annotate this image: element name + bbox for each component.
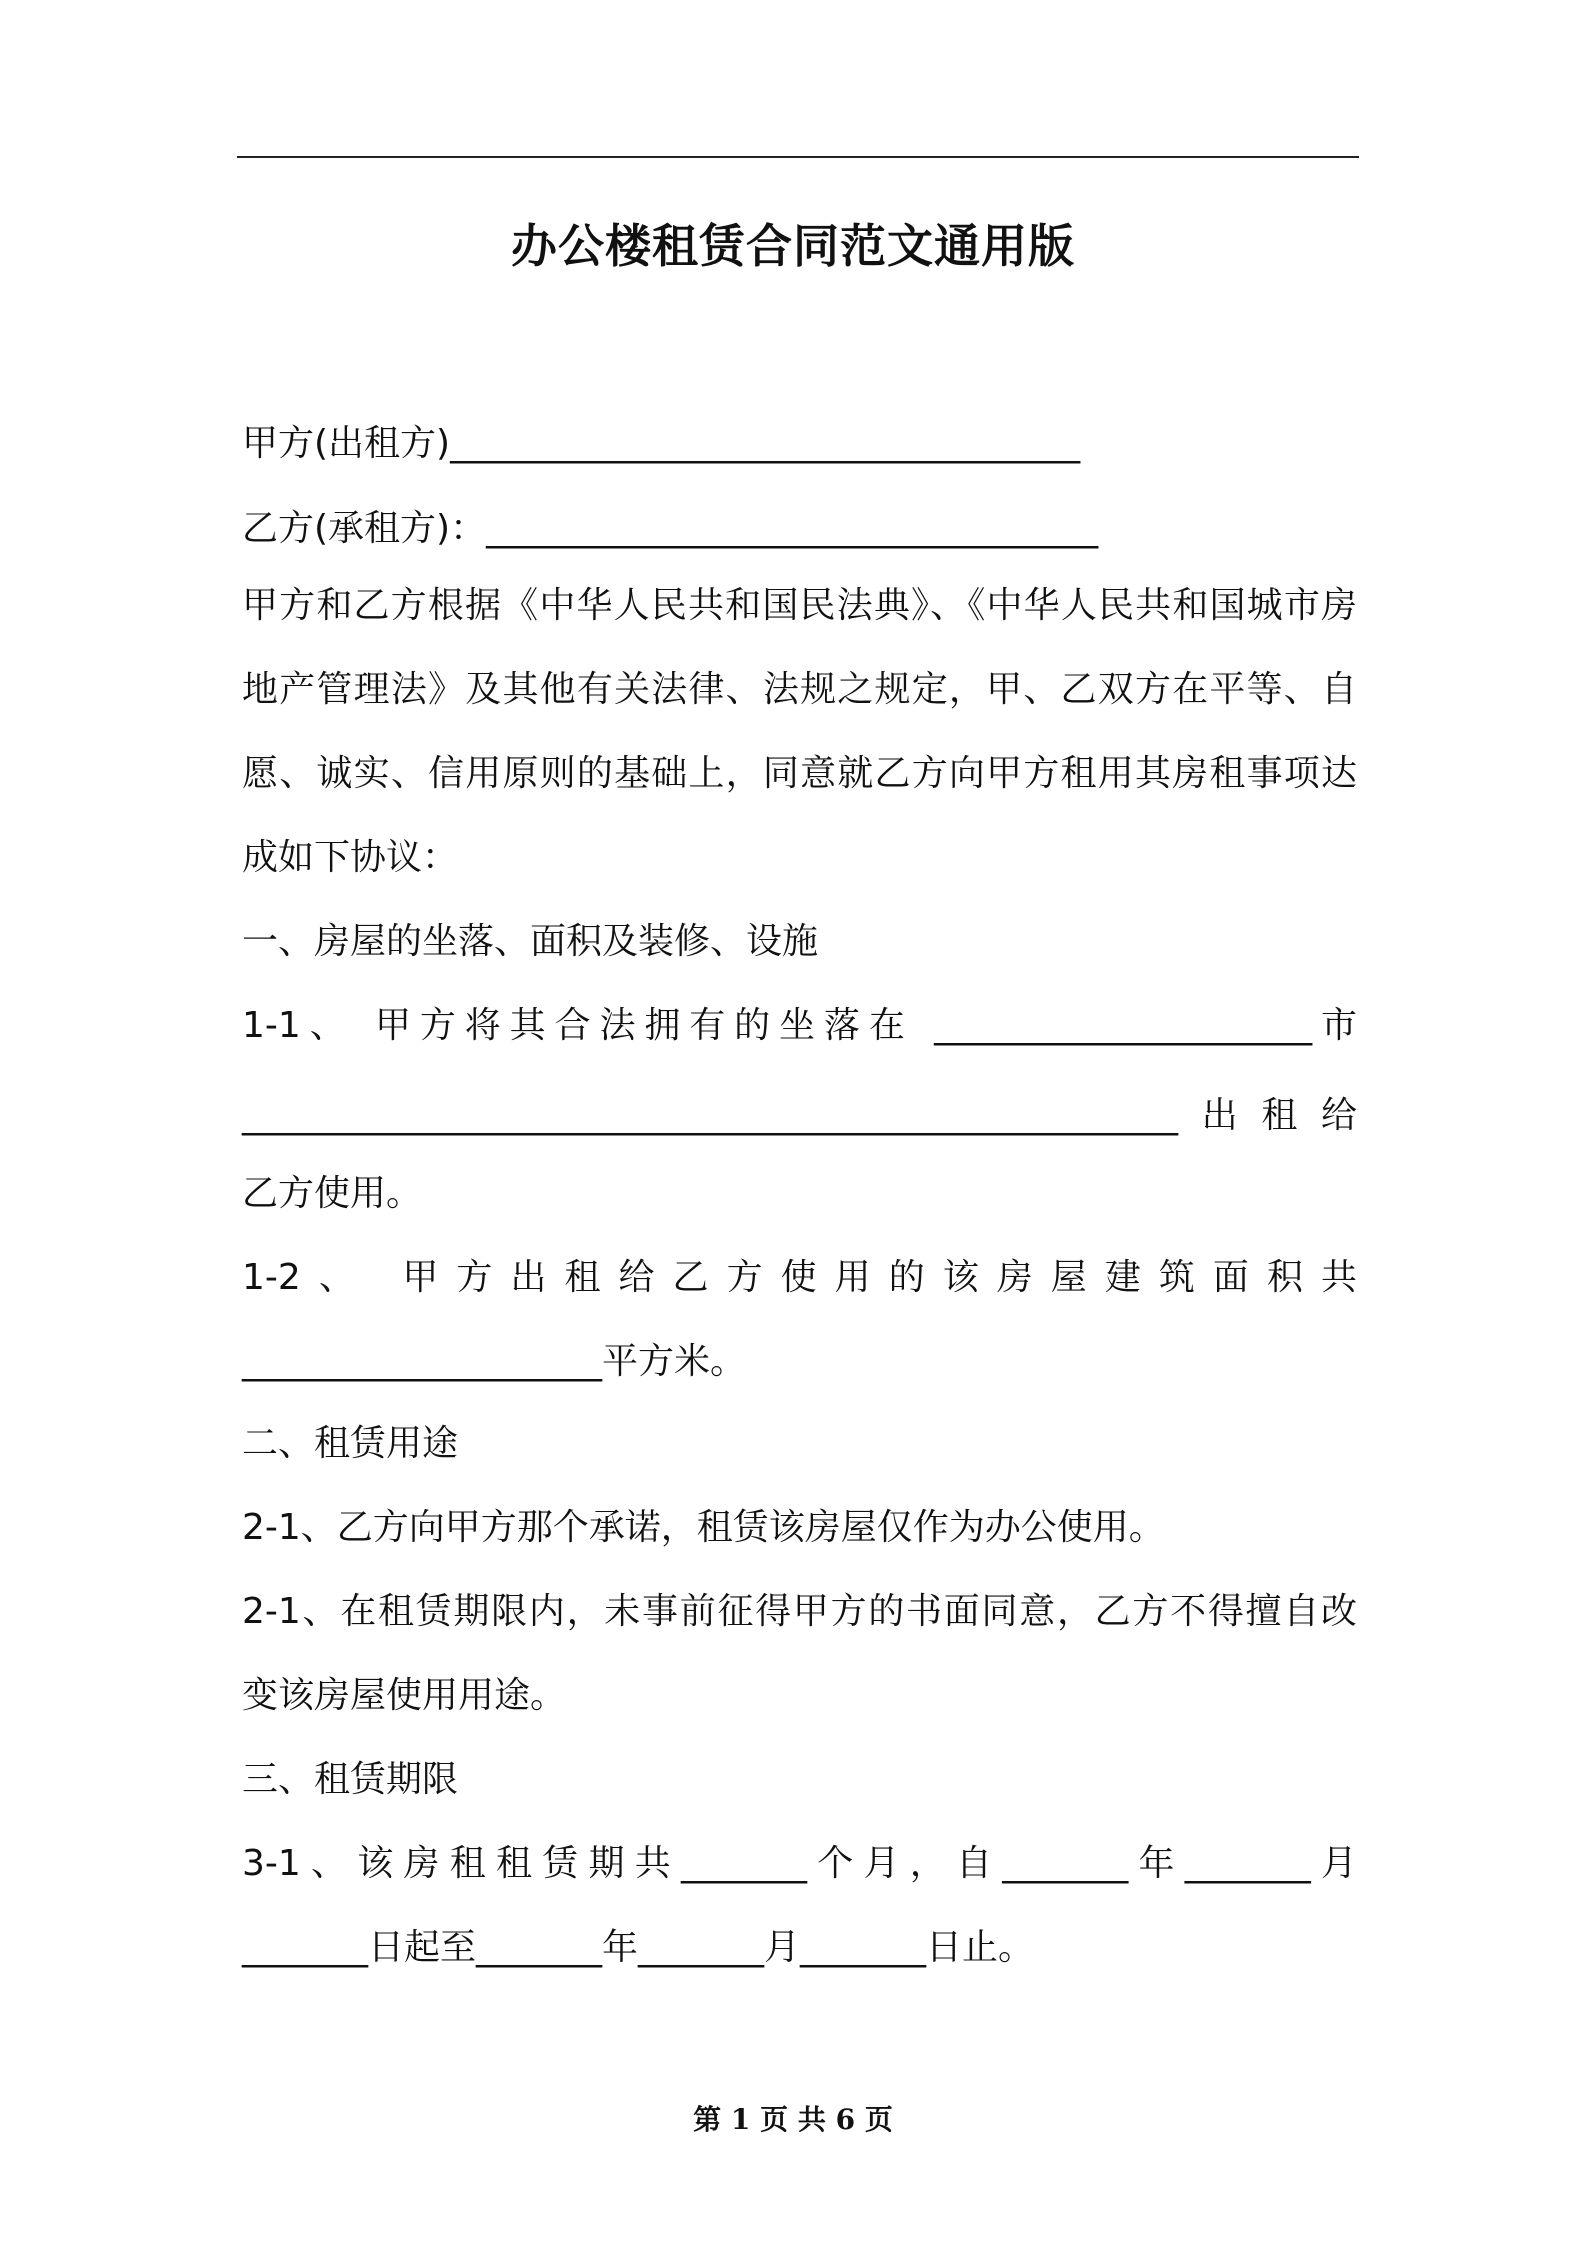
document-title: 办公楼租赁合同范文通用版: [511, 219, 1075, 273]
header-rule: [237, 156, 1359, 158]
clause-1-1-line-3: 乙方使用。: [242, 1173, 423, 1214]
clause-1-1-line-2: ____________________________________________________出租给: [242, 1095, 1357, 1136]
page-footer: 第 1 页 共 6 页: [693, 2103, 893, 2136]
clause-1-2-line-2: ____________________平方米。: [242, 1341, 747, 1382]
party-b-line: 乙方(承租方)：__________________________________: [242, 508, 1099, 549]
section-1-heading: 一、房屋的坐落、面积及装修、设施: [242, 921, 819, 962]
clause-1-2-line-1: 1-2、 甲方出租给乙方使用的该房屋建筑面积共: [242, 1257, 1357, 1298]
preamble-line-4: 成如下协议：: [242, 837, 459, 878]
clause-1-1-line-1: 1-1、 甲方将其合法拥有的坐落在 _____________________市: [242, 1005, 1357, 1046]
preamble-line-3: 愿、诚实、信用原则的基础上，同意就乙方向甲方租用其房租事项达: [242, 753, 1357, 794]
clause-2-1b-line-1: 2-1、在租赁期限内，未事前征得甲方的书面同意，乙方不得擅自改: [242, 1591, 1357, 1632]
section-2-heading: 二、租赁用途: [242, 1423, 459, 1464]
clause-3-1-line-2: _______日起至_______年_______月_______日止。: [242, 1927, 1035, 1968]
section-3-heading: 三、租赁期限: [242, 1759, 459, 1800]
preamble-line-1: 甲方和乙方根据《中华人民共和国民法典》、《中华人民共和国城市房: [242, 585, 1357, 626]
preamble-line-2: 地产管理法》及其他有关法律、法规之规定，甲、乙双方在平等、自: [242, 669, 1357, 710]
clause-2-1b-line-2: 变该房屋使用用途。: [242, 1675, 567, 1716]
clause-3-1-line-1: 3-1、该房租租赁期共_______个月，自_______年_______月: [242, 1843, 1357, 1884]
party-a-line: 甲方(出租方)___________________________________: [242, 423, 1081, 464]
clause-2-1a: 2-1、乙方向甲方那个承诺，租赁该房屋仅作为办公使用。: [242, 1507, 1165, 1548]
